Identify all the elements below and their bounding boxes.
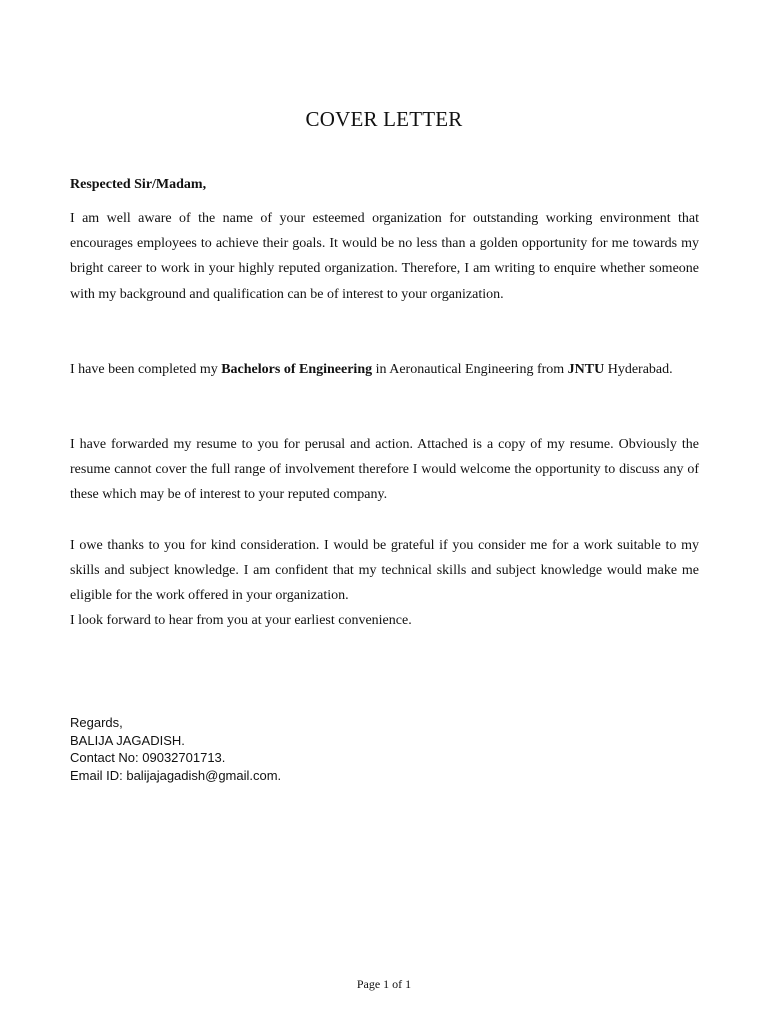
signature-block (70, 714, 281, 784)
paragraph-closing: I look forward to hear from you at your earliest convenience. (70, 613, 412, 628)
degree-name: Bachelors of Engineering (221, 362, 373, 377)
university-name: JNTU (567, 362, 605, 377)
education-text-middle: in Aeronautical Engineering from (372, 362, 568, 377)
paragraph-intro: I am well aware of the name of your esteemed organization for outstanding working environment that encourages employees to achieve their goals. It would be no less than a golden opportunity for me towards my bright career to work in your highly reputed organization. Therefore, I am writing to enquire whether someone with my background and qualification can be of interest to your organization. (70, 211, 699, 302)
page-number: Page 1 of 1 (356, 977, 412, 991)
paragraph-resume: I have forwarded my resume to you for perusal and action. Attached is a copy of my resume. Obviously the resume cannot cover the full range of involvement therefore I would welcome the opportunity to discuss any of these which may be of interest to your reputed company. (70, 437, 699, 503)
signature-closing: Regards, (70, 715, 123, 730)
page-title: COVER LETTER (305, 107, 463, 131)
signature-contact: Contact No: 09032701713. (70, 750, 226, 765)
salutation: Respected Sir/Madam, (70, 177, 207, 192)
signature-name: BALIJA JAGADISH. (70, 732, 185, 748)
education-text-after: Hyderabad. (604, 362, 673, 377)
education-text-before: I have been completed my (70, 362, 222, 377)
paragraph-education (70, 357, 699, 382)
paragraph-thanks: I owe thanks to you for kind consideration. I would be grateful if you consider me for a work suitable to my skills and subject knowledge. I am confident that my technical skills and subject knowledge would make me eligible for the work offered in your organization. (70, 538, 699, 604)
signature-email: Email ID: balijajagadish@gmail.com. (70, 767, 282, 783)
